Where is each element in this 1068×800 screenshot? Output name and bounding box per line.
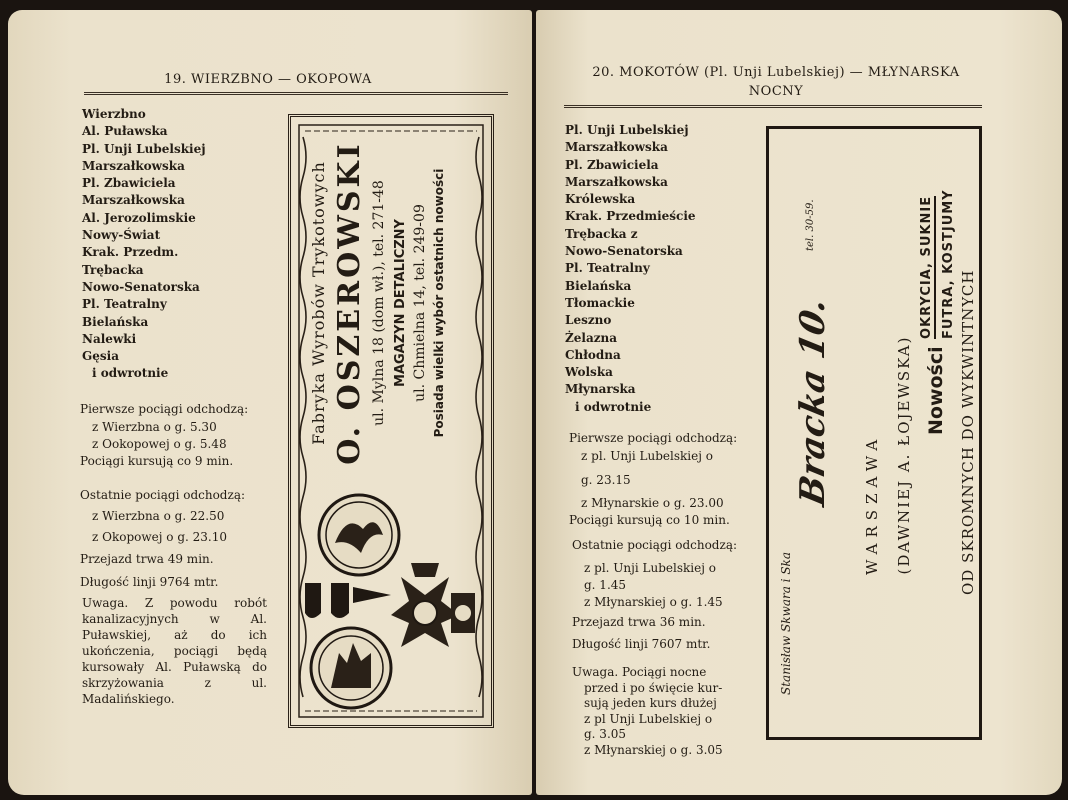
oszerowski-text-block [303, 133, 473, 473]
right-note [572, 665, 762, 758]
left-first-frequency: Pociągi kursują co 9 min. [80, 454, 234, 468]
stop-item: Trębacka z [565, 226, 638, 241]
stop-item: Chłodna [565, 347, 621, 362]
skwara-script-address: Bracka 10. [793, 294, 833, 510]
stop-item: Leszno [565, 313, 612, 328]
right-note-line5: g. 3.05 [584, 727, 627, 741]
right-first-title: Pierwsze pociągi odchodzą: [569, 431, 738, 445]
stop-item: Al. Jerozolimskie [82, 210, 196, 225]
oszerowski-line1: Fabryka Wyrobów Trykotowych [309, 161, 328, 445]
medal-bottom-icon [311, 628, 391, 708]
stop-item: Nowy-Świat [82, 228, 161, 243]
skwara-script-first-name: Stanisław Skwara i Ska [779, 552, 793, 695]
skwara-okrycia: OKRYCIA, SUKNIE [919, 195, 934, 339]
right-last-line1: z pl. Unji Lubelskiej o [584, 561, 716, 575]
stop-item: Bielańska [82, 314, 149, 329]
stop-item: Gęsia [82, 349, 119, 364]
right-line-length: Długość linji 7607 mtr. [572, 637, 711, 651]
stop-item: Bielańska [565, 278, 632, 293]
oszerowski-name: O. OSZEROWSKI [332, 141, 367, 465]
stop-item: Nowo-Senatorska [565, 244, 683, 259]
oszerowski-advertisement [288, 114, 494, 728]
stop-item: Marszałkowska [82, 158, 185, 173]
left-last-line2: z Okopowej o g. 23.10 [92, 530, 227, 544]
stop-item: Nowo-Senatorska [82, 279, 200, 294]
stop-item: Marszałkowska [565, 140, 668, 155]
stop-item: Pl. Zbawiciela [82, 176, 176, 191]
stop-item: Królewska [565, 192, 636, 207]
right-last-trains [572, 537, 762, 655]
right-page-subheader: NOCNY [748, 84, 804, 99]
stop-item: Żelazna [565, 330, 618, 345]
oszerowski-line5: ul. Chmielna 14, tel. 249-09 [412, 204, 428, 402]
left-first-line2: z Ookopowej o g. 5.48 [92, 437, 227, 451]
right-first-line1: z pl. Unji Lubelskiej o [581, 449, 713, 463]
stop-item: Marszałkowska [565, 174, 668, 189]
left-last-line1: z Wierzbna o g. 22.50 [92, 509, 225, 523]
right-first-trains [569, 430, 759, 529]
left-last-trains [80, 487, 270, 593]
skwara-text-block [775, 139, 979, 735]
oszerowski-line4: MAGAZYN DETALICZNY [393, 219, 408, 387]
stop-item: Pl. Unji Lubelskiej [82, 141, 206, 156]
stop-item: Krak. Przedm. [82, 245, 179, 260]
stop-item: Pl. Zbawiciela [565, 157, 659, 172]
stop-item: Krak. Przedmieście [565, 209, 696, 224]
right-first-line1b: g. 23.15 [581, 473, 631, 487]
stop-item: Wolska [565, 365, 613, 380]
right-header-rule [564, 105, 982, 108]
stop-item: Młynarska [565, 382, 636, 397]
stop-item: i odwrotnie [575, 399, 652, 414]
skwara-former-name: (DAWNIEJ A. ŁOJEWSKA) [895, 335, 913, 575]
stop-item: i odwrotnie [92, 366, 169, 381]
skwara-telephone: tel. 30-59. [805, 199, 816, 251]
left-first-line1: z Wierzbna o g. 5.30 [92, 420, 217, 434]
skwara-futra: FUTRA, KOSTJUMY [941, 189, 956, 339]
right-last-line2: z Młynarskiej o g. 1.45 [584, 595, 723, 609]
stop-item: Pl. Unji Lubelskiej [565, 123, 689, 137]
cross-order-icon [391, 563, 475, 647]
left-stop-list [82, 106, 206, 383]
right-first-line2: z Młynarskie o g. 23.00 [581, 496, 724, 510]
left-first-title: Pierwsze pociągi odchodzą: [80, 402, 249, 416]
medal-top-icon [319, 495, 399, 575]
right-note-line1: Uwaga. Pociągi nocne [572, 665, 707, 679]
stop-item: Tłomackie [565, 295, 635, 310]
right-last-title: Ostatnie pociągi odchodzą: [572, 538, 738, 552]
award-medals-graphic [291, 483, 491, 723]
right-page [536, 10, 1062, 795]
right-note-line4: z pl Unji Lubelskiej o [584, 711, 713, 726]
ribbon-bow-icon [305, 583, 391, 618]
left-note: Uwaga. Z powodu robót kanalizacyjnych w Al. Puławskiej, aż do ich ukończenia, pociągi będą kursowały Al. Puławską do skrzyżowania z ul. Madalińskiego. [82, 596, 267, 706]
left-travel-time: Przejazd trwa 49 min. [80, 552, 214, 566]
skwara-city: WARSZAWA [863, 433, 881, 575]
left-line-length: Długość linji 9764 mtr. [80, 575, 219, 589]
skwara-tagline: OD SKROMNYCH DO WYKWINTNYCH [959, 269, 977, 595]
stop-item: Pl. Teatralny [82, 297, 167, 312]
left-last-title: Ostatnie pociągi odchodzą: [80, 488, 246, 502]
stop-item: Trębacka [82, 262, 144, 277]
stop-item: Wierzbno [82, 107, 146, 121]
stop-item: Pl. Teatralny [565, 261, 650, 276]
skwara-nowosci: Nowości [925, 346, 947, 435]
right-first-frequency: Pociągi kursują co 10 min. [569, 513, 730, 527]
left-page [8, 10, 532, 795]
right-last-line1b: g. 1.45 [584, 578, 627, 592]
right-page-header: 20. MOKOTÓW (Pl. Unji Lubelskiej) — MŁYNARSKA [592, 65, 960, 80]
left-first-trains [80, 401, 270, 470]
right-note-line2: przed i po święcie kur- [584, 680, 723, 695]
oszerowski-line6: Posiada wielki wybór ostatnich nowości [432, 168, 446, 438]
stop-item: Al. Puławska [82, 124, 168, 139]
left-page-header: 19. WIERZBNO — OKOPOWA [164, 72, 372, 87]
right-note-line6: z Młynarskiej o g. 3.05 [584, 742, 723, 757]
oszerowski-line3: ul. Mylna 18 (dom wł.), tel. 271-48 [371, 180, 387, 426]
left-header-rule [84, 92, 508, 95]
stop-item: Marszałkowska [82, 193, 185, 208]
skwara-advertisement [766, 126, 982, 740]
stop-item: Nalewki [82, 331, 137, 346]
right-stop-list [565, 122, 696, 416]
right-note-line3: sują jeden kurs dłużej [584, 696, 717, 710]
right-travel-time: Przejazd trwa 36 min. [572, 615, 706, 629]
